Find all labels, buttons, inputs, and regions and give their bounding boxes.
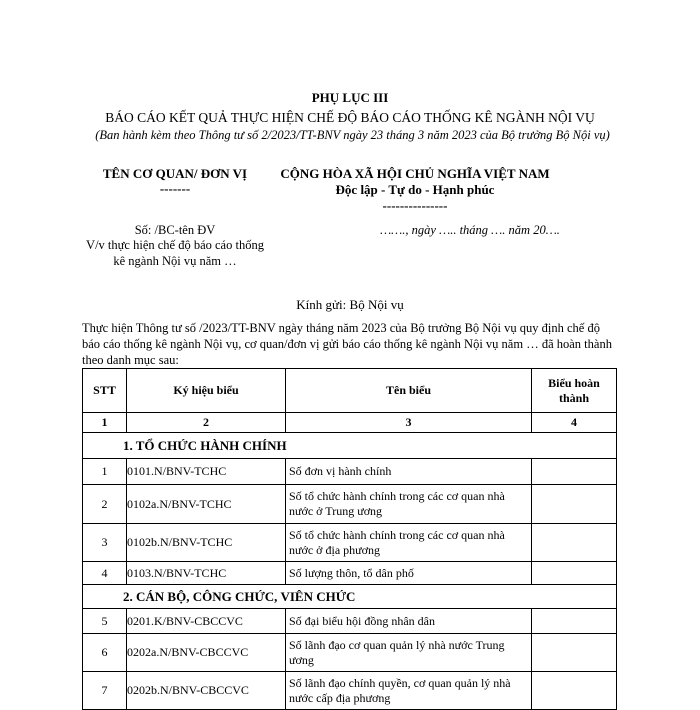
table-row: [83, 485, 617, 524]
row-code: 0102a.N/BNV-TCHC: [127, 485, 286, 524]
report-form-table: [82, 368, 617, 710]
row-done-cell[interactable]: [532, 634, 617, 672]
table-row: [83, 634, 617, 672]
row-done-cell[interactable]: [532, 609, 617, 634]
row-name: Số tổ chức hành chính trong các cơ quan nhà nước ở địa phương: [286, 524, 532, 562]
section-row: [83, 433, 617, 459]
row-name: Số tổ chức hành chính trong các cơ quan nhà nước ở Trung ương: [286, 485, 532, 524]
row-name: Số lãnh đạo chính quyền, cơ quan quản lý nhà nước cấp địa phương: [286, 672, 532, 710]
document-number: Số: /BC-tên ĐV: [134, 223, 216, 237]
row-code: 0102b.N/BNV-TCHC: [127, 524, 286, 562]
header-name: Tên biểu: [286, 369, 532, 413]
row-code: 0201.K/BNV-CBCCVC: [127, 609, 286, 634]
table-row: [83, 524, 617, 562]
row-name: Số lượng thôn, tổ dân phố: [286, 562, 532, 585]
row-done-cell[interactable]: [532, 562, 617, 585]
row-stt: 5: [83, 609, 127, 634]
issued-note: (Ban hành kèm theo Thông tư số 2/2023/TT-BNV ngày 23 tháng 3 năm 2023 của Bộ trưởng Bộ Nội vụ): [95, 128, 610, 142]
column-number: 1: [83, 413, 127, 433]
place-date: ……., ngày ….. tháng …. năm 20….: [380, 223, 560, 237]
section-row: [83, 585, 617, 609]
row-code: 0101.N/BNV-TCHC: [127, 459, 286, 485]
table-row: [83, 672, 617, 710]
document-subject: V/v thực hiện chế độ báo cáo thống kê ngành Nội vụ năm …: [86, 238, 264, 268]
row-name: Số đơn vị hành chính: [286, 459, 532, 485]
table-header-row: [83, 369, 617, 413]
report-title: BÁO CÁO KẾT QUẢ THỰC HIỆN CHẾ ĐỘ BÁO CÁO THỐNG KÊ NGÀNH NỘI VỤ: [105, 110, 595, 125]
row-done-cell[interactable]: [532, 524, 617, 562]
row-done-cell[interactable]: [532, 459, 617, 485]
row-name: Số lãnh đạo cơ quan quản lý nhà nước Trung ương: [286, 634, 532, 672]
header-code: Ký hiệu biểu: [127, 369, 286, 413]
agency-name: TÊN CƠ QUAN/ ĐƠN VỊ: [102, 166, 248, 181]
table-row: [83, 459, 617, 485]
row-code: 0202a.N/BNV-CBCCVC: [127, 634, 286, 672]
row-stt: 2: [83, 485, 127, 524]
column-number: 2: [127, 413, 286, 433]
row-stt: 4: [83, 562, 127, 585]
national-motto: Độc lập - Tự do - Hạnh phúc: [335, 182, 495, 197]
section-title: 2. CÁN BỘ, CÔNG CHỨC, VIÊN CHỨC: [83, 585, 617, 609]
row-stt: 7: [83, 672, 127, 710]
row-stt: 3: [83, 524, 127, 562]
table-row: [83, 609, 617, 634]
column-number-row: [83, 413, 617, 433]
body-paragraph: Thực hiện Thông tư số /2023/TT-BNV ngày tháng năm 2023 của Bộ trưởng Bộ Nội vụ quy định chế độ báo cáo thống kê ngành Nội vụ, cơ quan/đơn vị gửi báo cáo thống kê ngành Nội vụ năm … đã hoàn thành theo danh mục sau:: [82, 321, 612, 367]
table-row: [83, 562, 617, 585]
row-stt: 6: [83, 634, 127, 672]
motto-divider: ---------------: [382, 198, 448, 213]
column-number: 3: [286, 413, 532, 433]
appendix-title: PHỤ LỤC III: [311, 90, 389, 105]
row-code: 0202b.N/BNV-CBCCVC: [127, 672, 286, 710]
row-name: Số đại biểu hội đồng nhân dân: [286, 609, 532, 634]
section-title: 1. TỔ CHỨC HÀNH CHÍNH: [83, 433, 617, 459]
column-number: 4: [532, 413, 617, 433]
country-name: CỘNG HÒA XÃ HỘI CHỦ NGHĨA VIỆT NAM: [280, 166, 550, 181]
header-done: Biểu hoàn thành: [532, 369, 617, 413]
row-stt: 1: [83, 459, 127, 485]
row-done-cell[interactable]: [532, 485, 617, 524]
header-stt: STT: [83, 369, 127, 413]
agency-divider: -------: [159, 181, 191, 196]
row-done-cell[interactable]: [532, 672, 617, 710]
salutation: Kính gửi: Bộ Nội vụ: [296, 297, 404, 312]
row-code: 0103.N/BNV-TCHC: [127, 562, 286, 585]
